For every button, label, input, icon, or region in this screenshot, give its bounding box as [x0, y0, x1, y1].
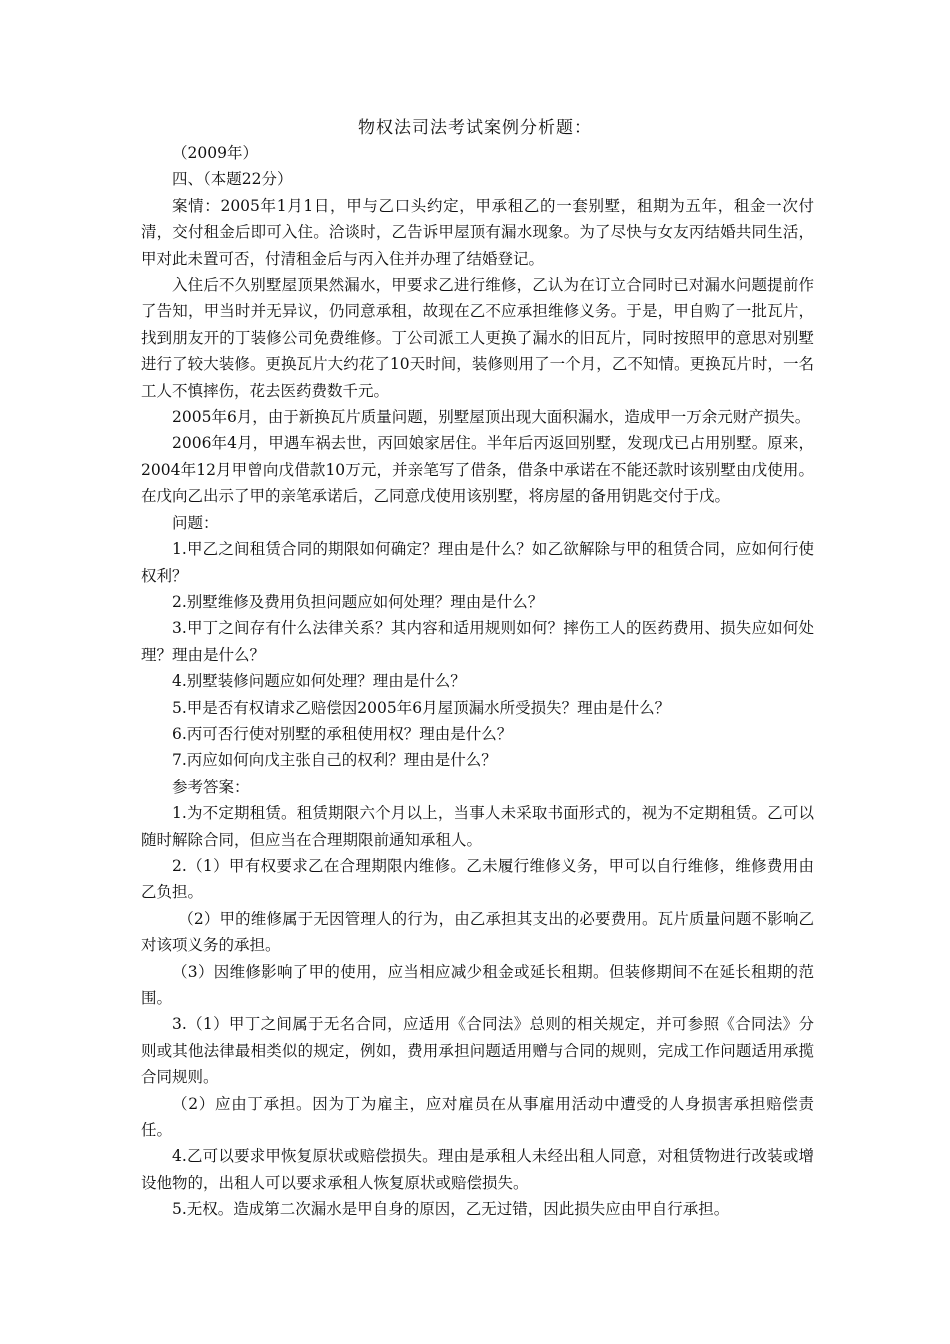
question-item: 4.别墅装修问题应如何处理？理由是什么？ — [172, 672, 466, 691]
question-item: 7.丙应如何向戊主张自己的权利？理由是什么？ — [172, 751, 497, 770]
answer-item: 3.（1）甲丁之间属于无名合同，应适用《合同法》总则的相关规定，并可参照《合同法》分则或其他法律最相类似的规定，例如，费用承担问题适用赠与合同的规则，完成工作问题适用承揽合同规则。 — [141, 1015, 814, 1087]
paragraph: 问题： — [172, 513, 219, 532]
answer-item: 1.为不定期租赁。租赁期限六个月以上，当事人未采取书面形式的，视为不定期租赁。乙可以随时解除合同，但应当在合理期限前通知承租人。 — [141, 804, 814, 849]
document-body — [141, 140, 814, 1223]
paragraph: 参考答案： — [172, 777, 250, 796]
answer-item: 5.无权。造成第二次漏水是甲自身的原因，乙无过错，因此损失应由甲自行承担。 — [172, 1200, 730, 1219]
paragraph: 案情：2005年1月1日，甲与乙口头约定，甲承租乙的一套别墅，租期为五年，租金一次付清，交付租金后即可入住。洽谈时，乙告诉甲屋顶有漏水现象。为了尽快与女友丙结婚共同生活，甲对此未置可否，付清租金后与丙入住并办理了结婚登记。 — [141, 196, 814, 268]
answer-item: （2）甲的维修属于无因管理人的行为，由乙承担其支出的必要费用。瓦片质量问题不影响乙对该项义务的承担。 — [141, 909, 814, 955]
paragraph: 2006年4月，甲遇车祸去世，丙回娘家居住。半年后丙返回别墅，发现戊已占用别墅。原来，2004年12月甲曾向戊借款10万元，并亲笔写了借条，借条中承诺在不能还款时该别墅由戊使用。在戊向乙出示了甲的亲笔承诺后，乙同意戊使用该别墅，将房屋的备用钥匙交付于戊。 — [141, 434, 814, 506]
question-item: 5.甲是否有权请求乙赔偿因2005年6月屋顶漏水所受损失？理由是什么？ — [172, 698, 671, 717]
paragraph: 四、（本题22分） — [172, 170, 293, 189]
question-item: 3.甲丁之间存有什么法律关系？其内容和适用规则如何？摔伤工人的医药费用、损失应如何处理？理由是什么？ — [141, 619, 814, 664]
question-item: 6.丙可否行使对别墅的承租使用权？理由是什么？ — [172, 724, 513, 743]
answer-item: （3）因维修影响了甲的使用，应当相应减少租金或延长租期。但装修期间不在延长租期的范围。 — [141, 962, 814, 1007]
question-item: 2.别墅维修及费用负担问题应如何处理？理由是什么？ — [172, 592, 544, 611]
answer-item: （2）应由丁承担。因为丁为雇主，应对雇员在从事雇用活动中遭受的人身损害承担赔偿责任。 — [141, 1094, 814, 1140]
question-item: 1.甲乙之间租赁合同的期限如何确定？理由是什么？如乙欲解除与甲的租赁合同，应如何行使权利？ — [141, 540, 814, 585]
answer-item: 4.乙可以要求甲恢复原状或赔偿损失。理由是承租人未经出租人同意，对租赁物进行改装或增设他物的，出租人可以要求承租人恢复原状或赔偿损失。 — [141, 1147, 814, 1192]
answer-item: 2.（1）甲有权要求乙在合理期限内维修。乙未履行维修义务，甲可以自行维修，维修费用由乙负担。 — [141, 856, 814, 902]
document-title: 物权法司法考试案例分析题： — [358, 118, 592, 138]
paragraph: 入住后不久别墅屋顶果然漏水，甲要求乙进行维修，乙认为在订立合同时已对漏水问题提前作了告知，甲当时并无异议，仍同意承租，故现在乙不应承担维修义务。于是，甲自购了一批瓦片，找到朋友开的丁装修公司免费维修。丁公司派工人更换了漏水的旧瓦片，同时按照甲的意思对别墅进行了较大装修。更换瓦片大约花了10天时间，装修则用了一个月，乙不知情。更换瓦片时，一名工人不慎摔伤，花去医药费数千元。 — [141, 276, 814, 400]
paragraph: 2005年6月，由于新换瓦片质量问题，别墅屋顶出现大面积漏水，造成甲一万余元财产损失。 — [172, 408, 811, 427]
paragraph: （2009年） — [172, 144, 258, 162]
